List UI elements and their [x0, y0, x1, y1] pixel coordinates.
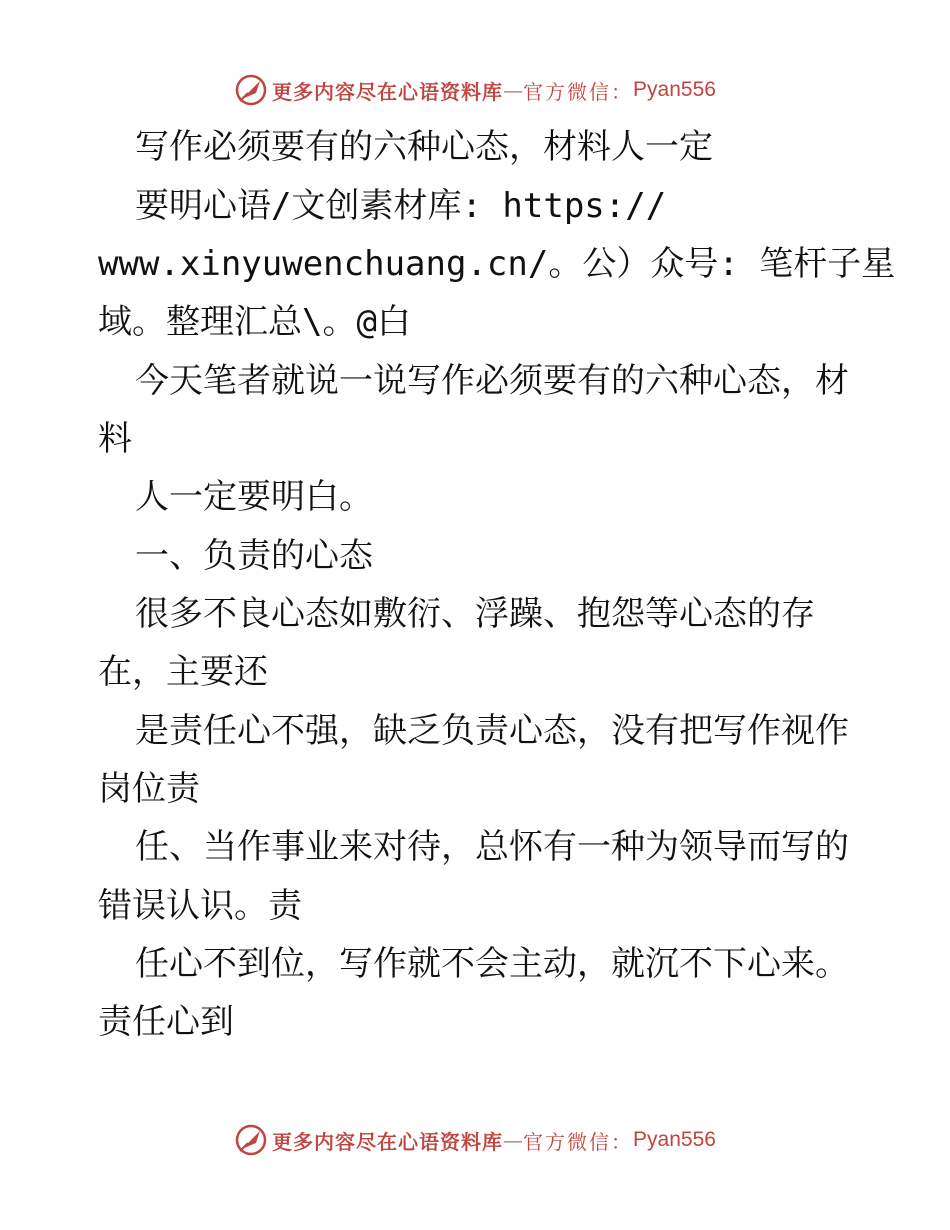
watermark-banner-bottom: [0, 1120, 950, 1160]
text-line: 责任心到: [98, 1002, 234, 1042]
text-line: 料: [98, 419, 132, 459]
quill-logo-icon: [234, 1123, 268, 1157]
text-line: 写作必须要有的六种心态，材料人一定: [135, 127, 713, 167]
text-line: 人一定要明白。: [135, 477, 373, 517]
text-line: www.xinyuwenchuang.cn/。公）众号: 笔杆子星: [98, 244, 896, 284]
wechat-id: Pyan556: [633, 78, 716, 101]
wechat-label: 官方微信：: [523, 1129, 634, 1154]
text-line: 在，主要还: [98, 652, 268, 692]
text-line: 任心不到位，写作就不会主动，就沉不下心来。: [135, 944, 849, 984]
quill-logo-icon: [234, 73, 268, 107]
text-line: 很多不良心态如敷衍、浮躁、抱怨等心态的存: [135, 594, 815, 634]
wechat-label: 官方微信：: [523, 79, 634, 104]
watermark-separator: —: [503, 78, 524, 102]
watermark-text: 更多内容尽在心语资料库: [272, 79, 504, 104]
watermark-text: 更多内容尽在心语资料库: [272, 1129, 504, 1154]
text-line: 是责任心不强，缺乏负责心态，没有把写作视作: [135, 711, 849, 751]
text-line: 域。整理汇总\。@白: [98, 302, 411, 342]
text-line: 任、当作事业来对待，总怀有一种为领导而写的: [135, 827, 849, 867]
section-heading: 一、负责的心态: [135, 536, 373, 576]
text-line: 今天笔者就说一说写作必须要有的六种心态，材: [135, 361, 849, 401]
text-line: 错误认识。责: [98, 886, 302, 926]
text-line: 要明心语/文创素材库: https://: [135, 186, 667, 226]
watermark-banner-top: [0, 70, 950, 110]
text-line: 岗位责: [98, 769, 200, 809]
watermark-separator: —: [503, 1128, 524, 1152]
wechat-id: Pyan556: [633, 1128, 716, 1151]
